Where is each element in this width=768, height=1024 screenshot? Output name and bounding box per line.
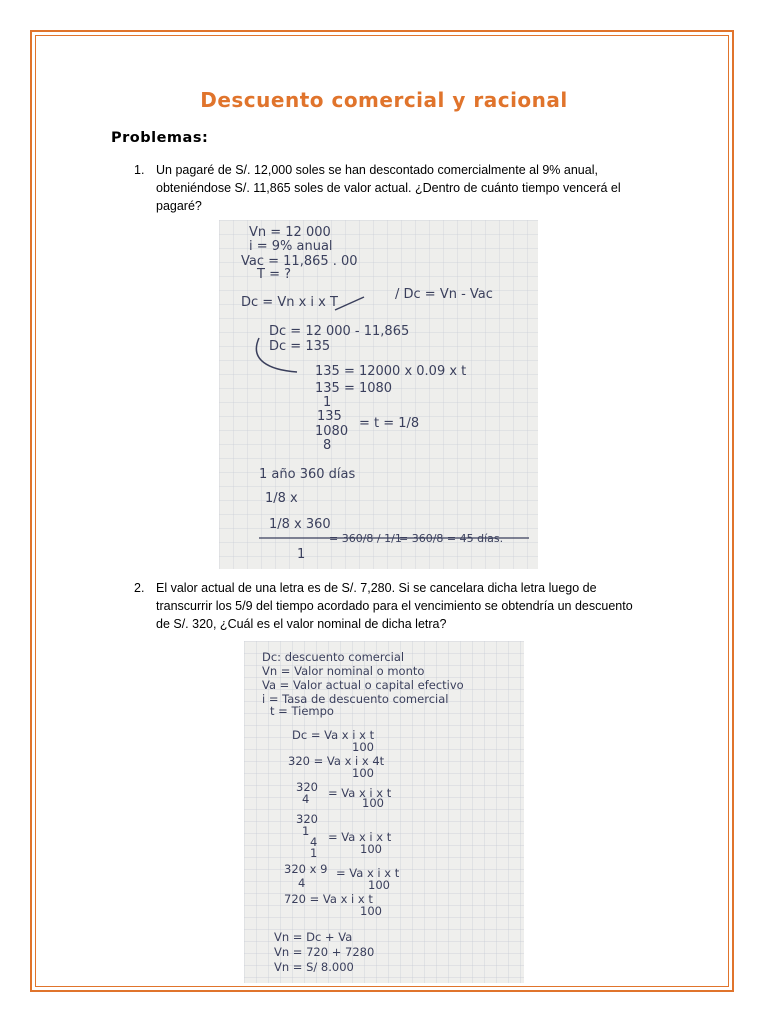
hw-line: Va = Valor actual o capital efectivo: [262, 678, 464, 692]
hw-line: 1: [323, 395, 332, 410]
hw-line: 320 x 9: [284, 862, 328, 876]
hw-line: 135: [317, 409, 342, 424]
hw-line: / Dc = Vn - Vac: [395, 287, 493, 302]
hw-line: 320: [296, 780, 318, 794]
hw-line: 100: [368, 878, 390, 892]
hw-line: 4: [302, 792, 310, 806]
hw-line: 720 = Va x i x t: [284, 892, 373, 906]
hw-line: Dc = 135: [269, 339, 331, 354]
hw-line: Vn = 720 + 7280: [274, 945, 375, 959]
hw-line: Vn = 12 000: [249, 225, 331, 240]
hw-line: 135 = 1080: [315, 381, 393, 396]
hw-line: 1080: [315, 424, 349, 439]
hw-line: Vn = Dc + Va: [274, 930, 353, 944]
hw-line: i = 9% anual: [249, 239, 333, 254]
hw-line: = 360/8 = 45 días.: [399, 532, 504, 545]
hw-line: i = Tasa de descuento comercial: [262, 692, 449, 706]
hw-line: 100: [362, 796, 384, 810]
hw-line: 100: [360, 904, 382, 918]
hw-line: = Va x i x t: [336, 866, 400, 880]
hw-line: = Va x i x t: [328, 830, 392, 844]
document-title: Descuento comercial y racional: [200, 88, 568, 112]
hw-line: 100: [352, 740, 374, 754]
hw-line: T = ?: [257, 267, 291, 282]
problem-text: Un pagaré de S/. 12,000 soles se han descontado comercialmente al 9% anual, obteniéndose S/. 11,865 soles de valor actual. ¿Dentro de cuánto tiempo vencerá el pagaré?: [156, 163, 621, 213]
hw-line: 1: [297, 547, 306, 562]
hw-line: 4: [310, 835, 318, 849]
hw-line: = t = 1/8: [359, 416, 420, 431]
hw-line: = Va x i x t: [328, 786, 392, 800]
hw-line: Dc = 12 000 - 11,865: [269, 324, 410, 339]
handwritten-solution-photo-1: [219, 220, 538, 569]
hw-line: 320: [296, 812, 318, 826]
hw-line: 8: [323, 438, 332, 453]
hw-line: Dc: descuento comercial: [262, 650, 405, 664]
hw-line: 1: [302, 824, 310, 838]
hw-line: 100: [360, 842, 382, 856]
hw-line: 320 = Va x i x 4t: [288, 754, 385, 768]
hw-line: Dc = Va x i x t: [292, 728, 375, 742]
hw-line: Vn = S/ 8.000: [274, 960, 354, 974]
hw-line: t = Tiempo: [270, 704, 334, 718]
hw-line: Vac = 11,865 . 00: [241, 254, 358, 269]
handwritten-solution-photo-2: [244, 641, 524, 983]
problem-number: 2.: [134, 581, 145, 595]
hw-line: 1/8 x: [265, 491, 298, 506]
hw-line: Dc = Vn x i x T: [241, 295, 338, 310]
problem-text: El valor actual de una letra es de S/. 7,280. Si se cancelara dicha letra luego de transcurrir los 5/9 del tiempo acordado para el vencimiento se obtendría un descuento de S/. 320, ¿Cuál es el valor nominal de dicha letra?: [156, 581, 633, 631]
hw-line: 135 = 12000 x 0.09 x t: [315, 364, 467, 379]
hw-line: 1 año 360 días: [259, 467, 356, 482]
hw-line: 4: [298, 876, 306, 890]
section-heading: Problemas:: [111, 130, 209, 146]
hw-line: 1: [310, 846, 318, 860]
problem-number: 1.: [134, 163, 145, 177]
hw-line: Vn = Valor nominal o monto: [262, 664, 425, 678]
hw-line: = 360/8 / 1/1: [329, 532, 402, 545]
hw-line: 1/8 x 360: [269, 517, 331, 532]
hw-line: 100: [352, 766, 374, 780]
